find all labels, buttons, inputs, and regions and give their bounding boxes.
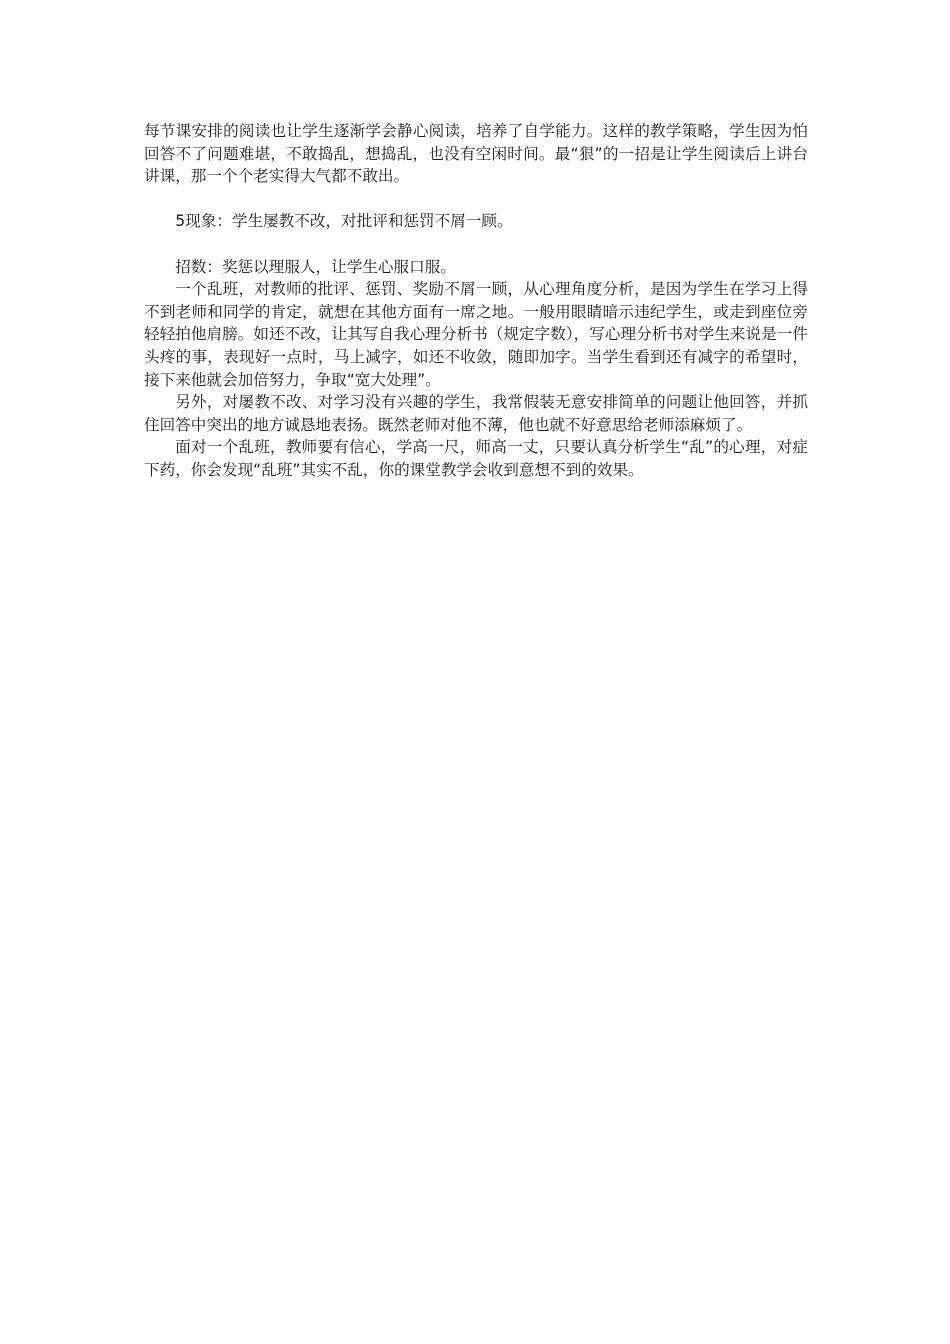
paragraph-reading-strategy: 每节课安排的阅读也让学生逐渐学会静心阅读，培养了自学能力。这样的教学策略，学生因为怕回答不了问题难堪，不敢捣乱，想捣乱，也没有空闲时间。最“狠”的一招是让学生阅读后上讲台讲课，那一个个老实得大气都不敢出。 [144, 122, 808, 186]
paragraph-phenomenon-5: 5现象：学生屡教不改，对批评和惩罚不屑一顾。 [175, 212, 513, 231]
document-body [144, 120, 808, 482]
paragraph-conclusion: 面对一个乱班，教师要有信心，学高一尺，师高一丈，只要认真分析学生“乱”的心理，对症下药，你会发现“乱班”其实不乱，你的课堂教学会收到意想不到的效果。 [144, 438, 808, 479]
paragraph-praise-students: 另外，对屡教不改、对学习没有兴趣的学生，我常假装无意安排简单的问题让他回答，并抓住回答中突出的地方诚恳地表扬。既然老师对他不薄，他也就不好意思给老师添麻烦了。 [144, 393, 808, 434]
paragraph-reward-punishment: 一个乱班，对教师的批评、惩罚、奖励不屑一顾，从心理角度分析，是因为学生在学习上得不到老师和同学的肯定，就想在其他方面有一席之地。一般用眼睛暗示违纪学生，或走到座位旁轻轻拍他肩膀。如还不改，让其写自我心理分析书（规定字数），写心理分析书对学生来说是一件头疼的事，表现好一点时，马上减字，如还不收敛，随即加字。当学生看到还有减字的希望时，接下来他就会加倍努力，争取“宽大处理”。 [144, 280, 808, 389]
paragraph-strategy-heading: 招数：奖惩以理服人，让学生心服口服。 [175, 257, 456, 276]
